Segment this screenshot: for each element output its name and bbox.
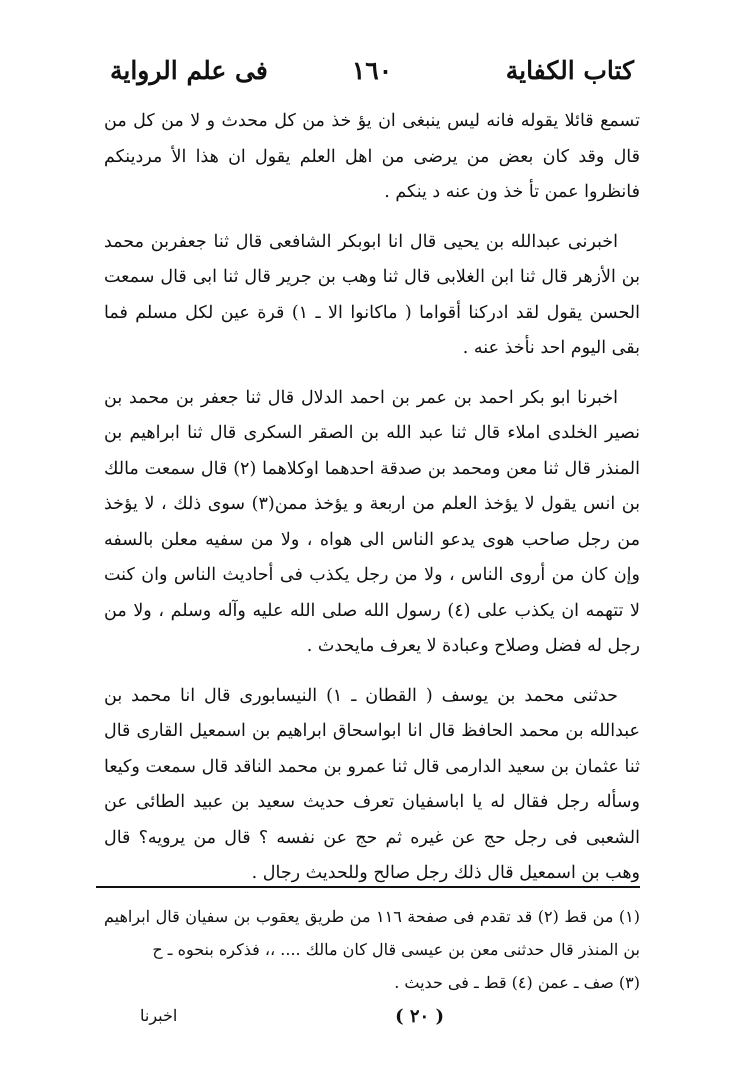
page-number: ١٦٠ xyxy=(351,56,393,85)
page-footer xyxy=(140,1006,444,1042)
footnote-divider xyxy=(96,886,640,888)
footnote: (١) من قط (٢) قد تقدم فى صفحة ١١٦ من طريق يعقوب بن سفيان قال ابراهيم بن المنذر قال حدثنى معن بن عيسى قال كان مالك .... ،، فذكره بنحوه ـ ح xyxy=(104,907,641,959)
paragraph: تسمع قائلا يقوله فانه ليس ينبغى ان يؤ خذ من كل محدث و لا من كل من قال وقد كان بعض من يرضى من اهل العلم يقول ان هذا الأ مردينكم فانظروا عمن تأ خذ ون عنه د ينكم . xyxy=(104,111,640,202)
catchword: اخبرنا xyxy=(140,1006,178,1025)
running-header xyxy=(110,56,634,96)
signature-mark: ( ٢٠ ) xyxy=(395,1006,444,1027)
book-title: كتاب الكفاية xyxy=(505,56,634,85)
main-text xyxy=(104,104,640,906)
paragraph: اخبرنا ابو بكر احمد بن عمر بن احمد الدلال قال ثنا جعفر بن محمد بن نصير الخلدى املاء قال ثنا عبد الله بن الصقر السكرى قال ثنا ابراهيم بن المنذر قال ثنا معن ومحمد بن صدقة احدهما اوكلاهما (٢) قال سمعت مالك بن انس يقول لا يؤخذ العلم من اربعة و يؤخذ ممن(٣) سوى ذلك ، لا يؤخذ من رجل صاحب هوى يدعو الناس الى هواه ، ولا من سفيه معلن بالسفه وإن كان من أروى الناس ، ولا من رجل يكذب فى أحاديث الناس وان كنت لا تتهمه ان يكذب على (٤) رسول الله صلى الله عليه وآله وسلم ، ولا من رجل له فضل وصلاح وعبادة لا يعرف مايحدث . xyxy=(104,387,641,656)
footnote: (٣) صف ـ عمن (٤) قط ـ فى حديث . xyxy=(394,973,640,992)
paragraph: حدثنى محمد بن يوسف ( القطان ـ ١) النيسابورى قال انا محمد بن عبدالله بن محمد الحافظ قال انا ابواسحاق ابراهيم بن اسمعيل القارى قال ثنا عثمان بن سعيد الدارمى قال ثنا عمرو بن محمد الناقد قال سمعت وكيعا وسأله رجل فقال له يا اباسفيان تعرف حديث سعيد بن عبيد الطائى عن الشعبى فى رجل حج عن غيره ثم حج عن نفسه ؟ قال من يرويه؟ قال وهب بن اسمعيل قال ذلك رجل صالح وللحديث رجال . xyxy=(104,685,640,883)
subject-title: فى علم الرواية xyxy=(110,56,268,85)
footnotes xyxy=(104,900,640,999)
paragraph: اخبرنى عبدالله بن يحيى قال انا ابوبكر الشافعى قال ثنا جعفربن محمد بن الأزهر قال ثنا ابن الغلابى قال ثنا وهب بن جرير قال ثنا ابى قال سمعت الحسن يقول لقد ادركنا أقواما ( ماكانوا الا ـ ١) قرة عين لكل مسلم فما بقى اليوم احد نأخذ عنه . xyxy=(104,231,640,358)
